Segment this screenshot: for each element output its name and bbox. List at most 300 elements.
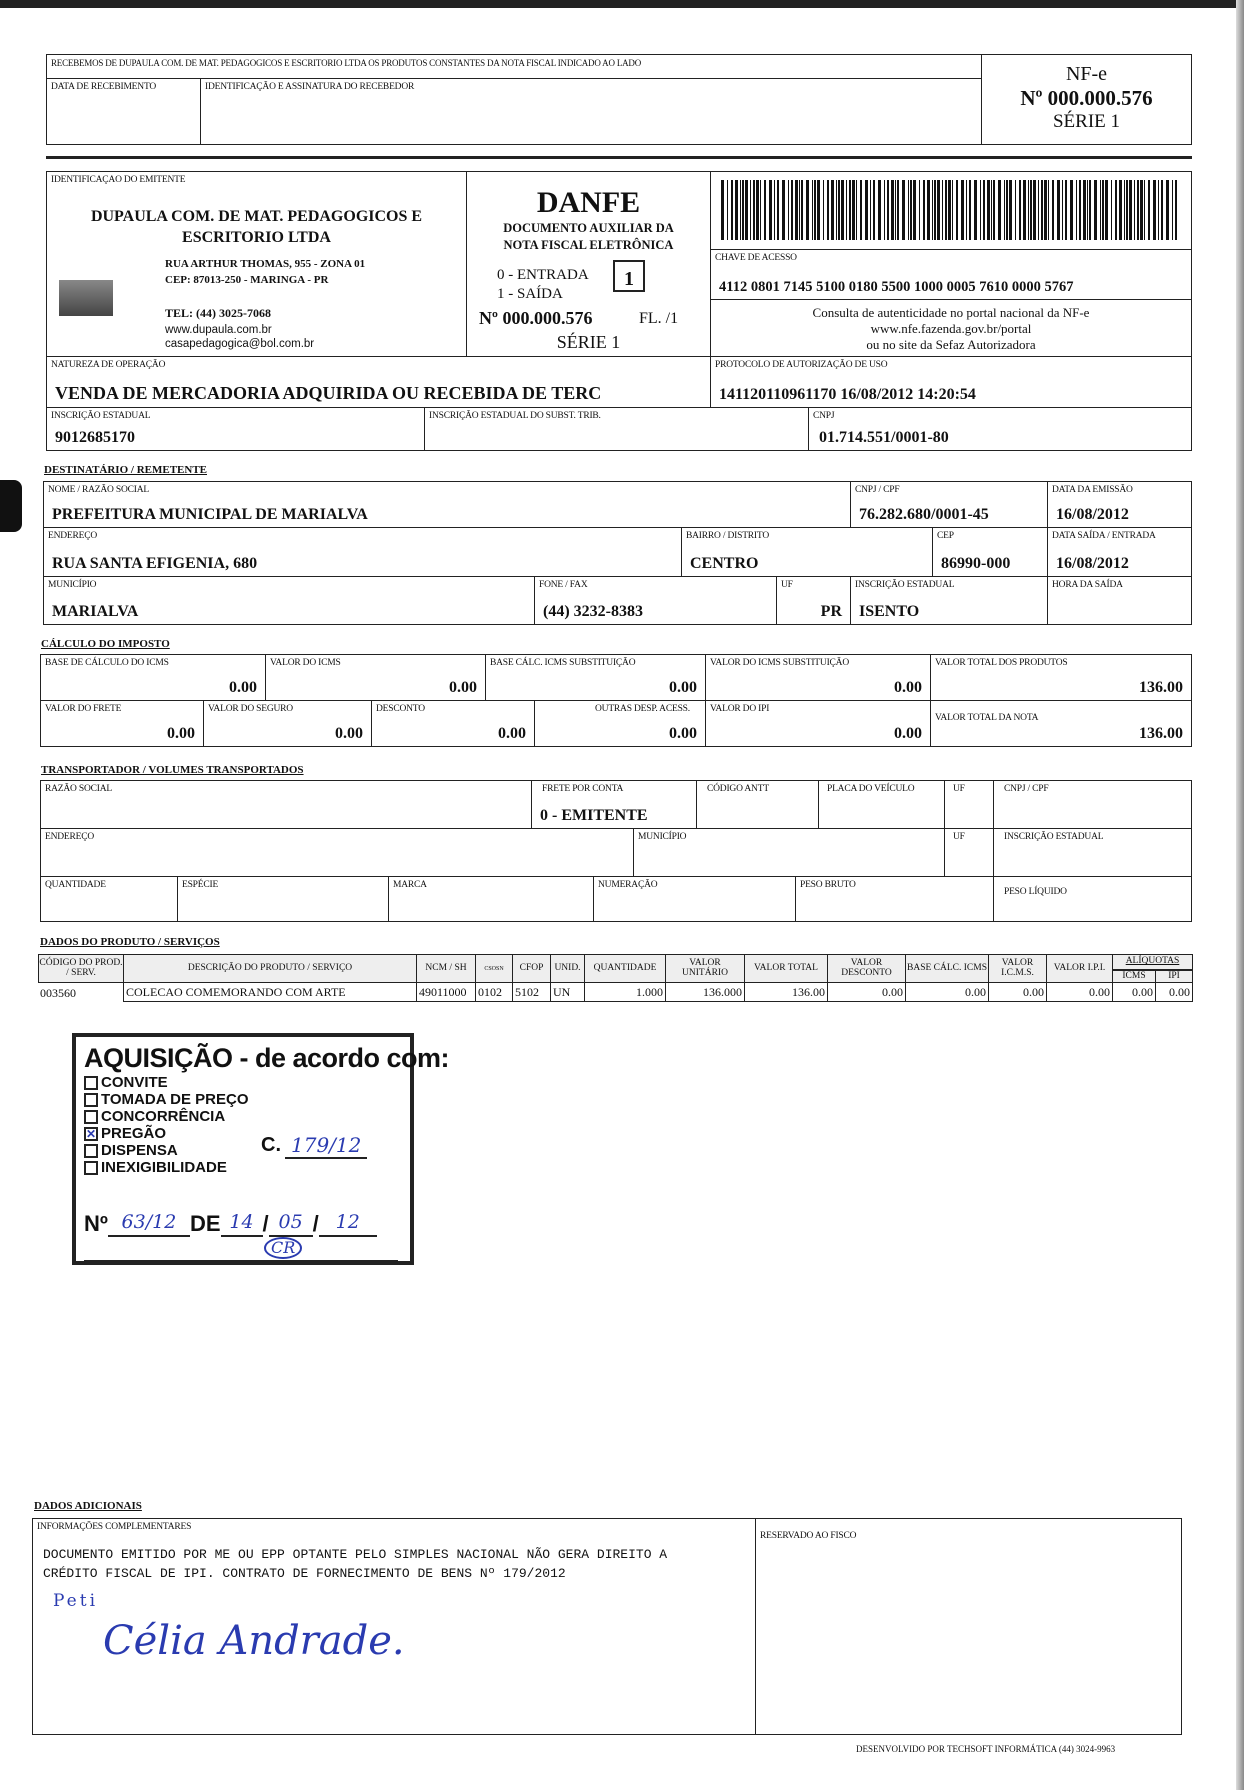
barcode-bar: [1065, 180, 1067, 240]
emitente-name-2: ESCRITORIO LTDA: [182, 229, 331, 246]
barcode-bar: [745, 180, 748, 240]
cut-line: [46, 156, 1192, 159]
label: FONE / FAX: [539, 580, 588, 590]
stamp-option-label: TOMADA DE PREÇO: [101, 1091, 249, 1108]
barcode-bar: [782, 180, 785, 240]
barcode-bar: [919, 180, 920, 240]
calc-bst: 0.00: [669, 679, 697, 696]
barcode-bar: [1004, 180, 1005, 240]
barcode-bar: [887, 180, 889, 240]
checkbox-checked-icon[interactable]: ✕: [86, 1126, 97, 1141]
barcode-bar: [1070, 180, 1073, 240]
barcode-bar: [727, 180, 728, 240]
iest-cell: [424, 407, 809, 451]
stamp-de-label: DE: [189, 1211, 221, 1236]
label: ESPÉCIE: [182, 880, 219, 890]
label: FRETE POR CONTA: [542, 784, 624, 794]
stamp-no-label: Nº: [84, 1211, 108, 1236]
barcode-bar: [1126, 180, 1128, 240]
cnpj-label: CNPJ: [813, 411, 835, 421]
barcode-bar: [910, 180, 912, 240]
calc-cell: [705, 700, 931, 747]
produtos-cell: 0.00: [988, 982, 1047, 1002]
stamp-option-label: CONVITE: [101, 1074, 168, 1091]
barcode-bar: [764, 180, 766, 240]
label: VALOR DO SEGURO: [208, 704, 293, 714]
calc-cell: [203, 700, 372, 747]
barcode-bar: [1172, 180, 1173, 240]
label: UF: [953, 784, 965, 794]
transp-cell: [593, 876, 796, 922]
dest-end-cell: [43, 527, 682, 577]
emitente-cell: [46, 171, 467, 357]
produtos-header: VALOR I.C.M.S.: [988, 954, 1047, 983]
stamp-c-value: 179/12: [285, 1133, 367, 1159]
calc-cell: [930, 700, 1192, 747]
nfe-number: Nº 000.000.576: [1020, 86, 1153, 110]
dest-fone-cell: [534, 576, 777, 625]
barcode-bar: [841, 180, 844, 240]
aliquotas-header: ALÍQUOTAS: [1112, 954, 1193, 970]
barcode-bar: [945, 180, 947, 240]
barcode-bar: [814, 180, 816, 240]
dest-saida: 16/08/2012: [1056, 555, 1129, 572]
barcode-bar: [913, 180, 916, 240]
dest-bairro: CENTRO: [690, 555, 759, 572]
barcode-bar: [788, 180, 789, 240]
natureza-value: VENDA DE MERCADORIA ADQUIRIDA OU RECEBIDA DE TERC: [55, 383, 602, 403]
produtos-cell: 136.00: [744, 982, 828, 1002]
barcode-bar: [1028, 180, 1029, 240]
barcode-bar: [974, 180, 977, 240]
calc-vnota: 136.00: [1139, 725, 1183, 742]
label: PLACA DO VEÍCULO: [827, 784, 915, 794]
checkbox-icon[interactable]: [84, 1144, 98, 1158]
label: BASE DE CÁLCULO DO ICMS: [45, 658, 169, 668]
consulta-text-2: ou no site da Sefaz Autorizadora: [866, 337, 1036, 352]
label: DESCONTO: [376, 704, 425, 714]
company-logo: [59, 280, 113, 316]
transp-cell: [818, 780, 945, 829]
label: MUNICÍPIO: [638, 832, 687, 842]
barcode-bar: [1087, 180, 1088, 240]
cnpj-value: 01.714.551/0001-80: [819, 429, 949, 446]
stamp-no-value: 63/12: [108, 1209, 190, 1237]
label: MUNICÍPIO: [48, 580, 97, 590]
adicionais-title: DADOS ADICIONAIS: [34, 1500, 142, 1512]
barcode-bar: [1094, 180, 1097, 240]
protocolo-value: 141120110961170 16/08/2012 14:20:54: [719, 386, 976, 403]
barcode-bar: [1161, 180, 1163, 240]
produtos-header: BASE CÁLC. ICMS: [905, 954, 989, 983]
dest-nome-cell: [43, 481, 851, 528]
dest-ie: ISENTO: [859, 603, 920, 620]
stamp-c-line: [261, 1133, 367, 1159]
stamp-option-label: PREGÃO: [101, 1125, 167, 1142]
stamp-sign-line: [84, 1260, 398, 1262]
barcode-bar: [838, 180, 840, 240]
barcode-bar: [740, 180, 741, 240]
label: BASE CÁLC. ICMS SUBSTITUIÇÃO: [490, 658, 636, 668]
danfe-number: Nº 000.000.576: [479, 308, 593, 328]
stamp-title: AQUISIÇÃO - de acordo com:: [84, 1043, 450, 1073]
dest-title: DESTINATÁRIO / REMETENTE: [44, 464, 207, 476]
label: CNPJ / CPF: [1004, 784, 1049, 794]
barcode-bar: [948, 180, 951, 240]
barcode-bar: [932, 180, 933, 240]
calc-vprod: 136.00: [1139, 679, 1183, 696]
produtos-header: NCM / SH: [416, 954, 476, 983]
checkbox-icon[interactable]: [84, 1093, 98, 1107]
barcode-bar: [1144, 180, 1145, 240]
consulta-url[interactable]: www.nfe.fazenda.gov.br/portal: [870, 321, 1032, 336]
stamp-year: 12: [319, 1209, 377, 1237]
stamp-option-label: INEXIGIBILIDADE: [101, 1159, 227, 1176]
produtos-cell: 49011000: [416, 982, 476, 1002]
produtos-cell: COLECAO COMEMORANDO COM ARTE: [123, 982, 417, 1002]
danfe-subtitle: DOCUMENTO AUXILIAR DA: [503, 221, 674, 235]
barcode-bar: [1006, 180, 1008, 240]
dest-bairro-cell: [681, 527, 933, 577]
label: VALOR TOTAL DOS PRODUTOS: [935, 658, 1068, 668]
calc-ipi: 0.00: [894, 725, 922, 742]
produtos-header: VALOR TOTAL: [744, 954, 828, 983]
label: CÓDIGO ANTT: [707, 784, 769, 794]
barcode-bar: [1019, 180, 1021, 240]
barcode-bar: [1052, 180, 1054, 240]
consulta-text: Consulta de autenticidade no portal nacional da NF-e: [812, 305, 1090, 320]
transp-cell: [795, 876, 994, 922]
stamp-option: [84, 1159, 402, 1176]
transp-cell: [993, 780, 1192, 829]
aquisicao-stamp: [72, 1033, 450, 1265]
barcode-bar: [878, 180, 881, 240]
produtos-header: VALOR UNITÁRIO: [665, 954, 745, 983]
barcode-bar: [902, 180, 905, 240]
barcode-bar: [1033, 180, 1036, 240]
barcode-bar: [895, 180, 896, 240]
produtos-cell: 0.00: [1046, 982, 1113, 1002]
transp-cell: [40, 828, 634, 877]
dest-cep: 86990-000: [941, 555, 1011, 572]
emitente-label: IDENTIFICAÇAO DO EMITENTE: [51, 175, 186, 185]
barcode-bar: [817, 180, 820, 240]
barcode-bar: [801, 180, 803, 240]
produtos-cell: UN: [550, 982, 585, 1002]
barcode-bar: [735, 180, 738, 240]
produtos-cell: 0.00: [1155, 982, 1193, 1002]
chave-label: CHAVE DE ACESSO: [715, 253, 797, 263]
barcode-bar: [777, 180, 779, 240]
barcode-bar: [1048, 180, 1049, 240]
label: PESO BRUTO: [800, 880, 856, 890]
label: RAZÃO SOCIAL: [45, 784, 113, 794]
calc-frete: 0.00: [167, 725, 195, 742]
calc-desconto: 0.00: [498, 725, 526, 742]
barcode-bar: [891, 180, 894, 240]
barcode-bar: [721, 180, 724, 240]
protocolo-label: PROTOCOLO DE AUTORIZAÇÃO DE USO: [715, 360, 888, 370]
produtos-header: IPI: [1155, 970, 1193, 983]
barcode-bar: [1129, 180, 1132, 240]
barcode-bar: [1102, 180, 1104, 240]
produtos-cell: 003560: [40, 986, 76, 1000]
produtos-cell: 0.00: [905, 982, 989, 1002]
handwritten-note: Peti: [53, 1591, 99, 1611]
emitente-site[interactable]: www.dupaula.com.br: [165, 324, 272, 336]
info-label: INFORMAÇÕES COMPLEMENTARES: [37, 1522, 192, 1532]
label: VALOR DO IPI: [710, 704, 770, 714]
transp-title: TRANSPORTADOR / VOLUMES TRANSPORTADOS: [41, 764, 304, 776]
stamp-option: [84, 1091, 402, 1108]
produtos-cell: 0102: [475, 982, 513, 1002]
calc-cell: [534, 700, 706, 747]
calc-cell: [485, 654, 706, 701]
danfe-title: DANFE: [536, 186, 641, 219]
label: VALOR TOTAL DA NOTA: [935, 713, 1039, 723]
barcode-bar: [756, 180, 759, 240]
barcode-bar: [1100, 180, 1101, 240]
receipt-sign-label: IDENTIFICAÇÃO E ASSINATURA DO RECEBEDOR: [205, 82, 415, 92]
barcode-bar: [942, 180, 943, 240]
emitente-name: DUPAULA COM. DE MAT. PEDAGOGICOS E: [90, 208, 423, 225]
barcode-bar: [998, 180, 1001, 240]
scan-edge-right: [1236, 0, 1244, 1790]
label: VALOR DO FRETE: [45, 704, 122, 714]
barcode-bar: [1015, 180, 1016, 240]
barcode-bar: [1041, 180, 1043, 240]
barcode-bar: [937, 180, 940, 240]
barcode-bar: [983, 180, 985, 240]
barcode-bar: [860, 180, 862, 240]
fisco-cell: [755, 1518, 1182, 1735]
barcode-bar: [1158, 180, 1159, 240]
produtos-header: CSOSN: [475, 954, 513, 983]
dest-saida-cell: [1047, 527, 1192, 577]
label: NUMERAÇÃO: [598, 880, 658, 890]
transp-cell: [40, 876, 178, 922]
checkbox-icon[interactable]: [84, 1110, 98, 1124]
danfe-saida: 1 - SAÍDA: [497, 286, 563, 302]
barcode-icon: [721, 180, 1181, 240]
chave-cell: [710, 249, 1192, 300]
produtos-header: ICMS: [1112, 970, 1156, 983]
barcode-bar: [1134, 180, 1135, 240]
stamp-initials: CR: [264, 1237, 302, 1259]
produtos-header: QUANTIDADE: [584, 954, 666, 983]
barcode-bar: [823, 180, 824, 240]
iest-label: INSCRIÇÃO ESTADUAL DO SUBST. TRIB.: [429, 411, 601, 421]
barcode-bar: [908, 180, 909, 240]
nfe-label: NF-e: [1065, 63, 1108, 85]
dest-emissao-cell: [1047, 481, 1192, 528]
ie-cell: [46, 407, 425, 451]
barcode-bar: [774, 180, 775, 240]
barcode-bar: [1115, 180, 1117, 240]
protocolo-cell: [710, 356, 1192, 408]
label: ENDEREÇO: [48, 531, 98, 541]
dest-ie-cell: [850, 576, 1048, 625]
barcode-bar: [827, 180, 829, 240]
emitente-email[interactable]: casapedagogica@bol.com.br: [165, 338, 315, 350]
barcode-bar: [852, 180, 855, 240]
calc-vst: 0.00: [894, 679, 922, 696]
stamp-option: [84, 1108, 402, 1125]
scan-edge: [0, 0, 1244, 8]
barcode-bar: [923, 180, 925, 240]
barcode-bar: [846, 180, 847, 240]
barcode-bar: [1111, 180, 1112, 240]
barcode-bar: [952, 180, 953, 240]
info-line-2: CRÉDITO FISCAL DE IPI. CONTRATO DE FORNECIMENTO DE BENS Nº 179/2012: [43, 1566, 566, 1581]
barcode-bar: [791, 180, 793, 240]
footer-credit: DESENVOLVIDO POR TECHSOFT INFORMÁTICA (44) 3024-9963: [856, 1744, 1116, 1754]
barcode-bar: [1062, 180, 1063, 240]
dest-nome: PREFEITURA MUNICIPAL DE MARIALVA: [52, 506, 368, 523]
barcode-bar: [769, 180, 772, 240]
transp-cell: [633, 828, 945, 877]
barcode-bar: [1030, 180, 1032, 240]
calc-icms: 0.00: [449, 679, 477, 696]
receipt-nfe-cell: [981, 54, 1192, 145]
receipt-date-label: DATA DE RECEBIMENTO: [51, 82, 157, 92]
danfe-serie: SÉRIE 1: [556, 332, 621, 352]
barcode-bar: [993, 180, 995, 240]
stamp-month: 05: [269, 1209, 313, 1237]
barcode-bar: [1137, 180, 1139, 240]
label: PESO LÍQUIDO: [1004, 887, 1067, 897]
calc-cell: [265, 654, 486, 701]
barcode-bar: [1057, 180, 1060, 240]
barcode-bar: [1140, 180, 1143, 240]
transp-frete-cell: [531, 780, 697, 829]
danfe-folha: FL. /1: [639, 310, 679, 327]
nfe-serie: SÉRIE 1: [1052, 111, 1121, 132]
barcode-bar: [1175, 180, 1177, 240]
barcode-bar: [760, 180, 761, 240]
scan-mark: [0, 480, 22, 532]
barcode-bar: [927, 180, 930, 240]
info-complementares-cell: [32, 1518, 756, 1735]
barcode-bar: [969, 180, 971, 240]
dest-cep-cell: [932, 527, 1048, 577]
barcode-bar: [1124, 180, 1125, 240]
produtos-header: DESCRIÇÃO DO PRODUTO / SERVIÇO: [123, 954, 417, 983]
label: OUTRAS DESP. ACESS.: [595, 704, 690, 714]
barcode-bar: [873, 180, 875, 240]
produtos-header: VALOR DESCONTO: [827, 954, 906, 983]
receipt-text-cell: [46, 54, 982, 79]
transp-cell: [993, 828, 1192, 877]
stamp-option-label: CONCORRÊNCIA: [101, 1108, 226, 1125]
barcode-bar: [831, 180, 834, 240]
dest-cnpj: 76.282.680/0001-45: [859, 506, 989, 523]
signature: Célia Andrade.: [103, 1618, 405, 1664]
danfe-tipo-box: 1: [613, 260, 645, 292]
barcode-bar: [987, 180, 990, 240]
transp-cell: [993, 876, 1192, 922]
barcode-bar: [1148, 180, 1150, 240]
stamp-options: [84, 1074, 402, 1176]
barcode-bar: [806, 180, 809, 240]
label: QUANTIDADE: [45, 880, 106, 890]
transp-cell: [177, 876, 389, 922]
calc-cell: [371, 700, 535, 747]
label: BAIRRO / DISTRITO: [686, 531, 769, 541]
label: MARCA: [393, 880, 427, 890]
label: INSCRIÇÃO ESTADUAL: [1004, 832, 1104, 842]
ie-label: INSCRIÇÃO ESTADUAL: [51, 411, 151, 421]
barcode-bar: [812, 180, 813, 240]
produtos-cell: 0.00: [827, 982, 906, 1002]
barcode-bar: [742, 180, 744, 240]
barcode-bar: [856, 180, 857, 240]
stamp-day: 14: [221, 1209, 263, 1237]
transp-frete: 0 - EMITENTE: [540, 807, 648, 824]
calc-cell: [40, 700, 204, 747]
ie-value: 9012685170: [55, 429, 135, 446]
natureza-label: NATUREZA DE OPERAÇÃO: [51, 360, 166, 370]
barcode-bar: [870, 180, 871, 240]
dest-emissao: 16/08/2012: [1056, 506, 1129, 523]
produtos-cell: 1.000: [584, 982, 666, 1002]
transp-cell: [40, 780, 532, 829]
stamp-no-line: Nº 63/12 DE 14 / 05 / 12: [84, 1209, 377, 1237]
label: CNPJ / CPF: [855, 485, 900, 495]
barcode-bar: [753, 180, 755, 240]
transp-cell: [944, 780, 994, 829]
barcode-bar: [884, 180, 885, 240]
transp-cell: [696, 780, 819, 829]
produtos-title: DADOS DO PRODUTO / SERVIÇOS: [40, 936, 220, 948]
label: CEP: [937, 531, 954, 541]
transp-cell: [944, 828, 994, 877]
barcode-bar: [956, 180, 958, 240]
barcode-bar: [731, 180, 733, 240]
calc-title: CÁLCULO DO IMPOSTO: [41, 638, 170, 650]
transp-cell: [388, 876, 594, 922]
dest-uf: PR: [820, 603, 842, 620]
barcode-bar: [991, 180, 992, 240]
chave-value: 4112 0801 7145 5100 0180 5500 1000 0005 7610 0000 5767: [719, 279, 1074, 295]
barcode-bar: [1009, 180, 1012, 240]
barcode-bar: [1076, 180, 1077, 240]
checkbox-icon[interactable]: [84, 1076, 98, 1090]
dest-mun-cell: [43, 576, 535, 625]
barcode-bar: [1105, 180, 1108, 240]
dest-municipio: MARIALVA: [52, 603, 139, 620]
label: UF: [953, 832, 965, 842]
natureza-cell: [46, 356, 711, 408]
emitente-cep: CEP: 87013-250 - MARINGA - PR: [165, 274, 329, 286]
barcode-bar: [980, 180, 981, 240]
barcode-bar: [1119, 180, 1122, 240]
label: DATA SAÍDA / ENTRADA: [1052, 531, 1156, 541]
produtos-cell: 5102: [512, 982, 551, 1002]
label: HORA DA SAÍDA: [1052, 580, 1123, 590]
barcode-bar: [1166, 180, 1169, 240]
dest-uf-cell: [776, 576, 851, 625]
barcode-bar: [865, 180, 868, 240]
stamp-c-label: C.: [261, 1134, 281, 1156]
checkbox-icon[interactable]: [84, 1161, 98, 1175]
calc-seguro: 0.00: [335, 725, 363, 742]
calc-cell: [930, 654, 1192, 701]
dest-fone: (44) 3232-8383: [543, 603, 643, 620]
produtos-header: UNID.: [550, 954, 585, 983]
dest-endereco: RUA SANTA EFIGENIA, 680: [52, 555, 258, 572]
danfe-cell: [466, 171, 711, 357]
